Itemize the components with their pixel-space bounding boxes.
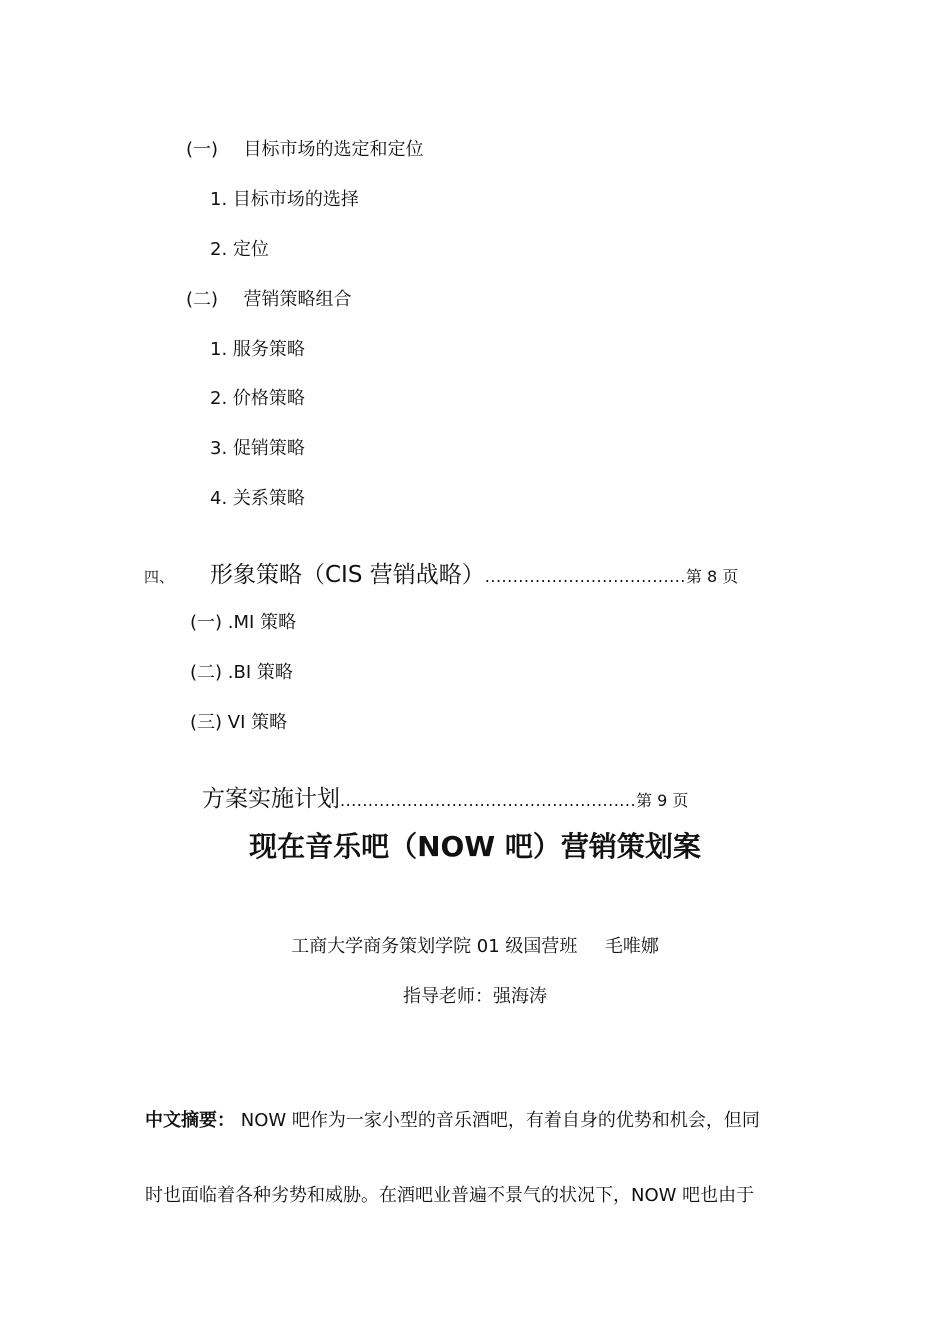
toc-dot-leader: .................................... [484,567,686,586]
toc-entry-number: (一) [186,139,219,160]
toc-entry-number: 1. [210,189,228,210]
toc-entry-number: 4. [210,488,228,509]
toc-section-number: 四、 [144,568,175,586]
toc-entry-number: (三) [190,712,223,733]
toc-entry-4-1 [190,611,296,635]
abstract-line-2: 时也面临着各种劣势和威胁。在酒吧业普遍不景气的状况下，NOW 吧也由于 [145,1185,755,1206]
toc-entry-4 [210,560,738,592]
toc-dot-leader: ..................................................... [340,791,637,810]
toc-entry-3-2-1 [210,338,305,362]
toc-entry-3-2-2 [210,387,305,411]
author-name: 毛唯娜 [604,936,659,957]
toc-entry-label: 促销策略 [232,438,305,459]
toc-entry-number: 2. [210,239,228,260]
toc-entry-label: 目标市场的选择 [232,189,359,210]
toc-page-number: 第 9 页 [636,791,689,810]
toc-entry-label: VI 策略 [227,712,288,733]
toc-entry-number: (二) [186,289,219,310]
toc-entry-label: 价格策略 [232,388,305,409]
toc-entry-label: 关系策略 [232,488,305,509]
document-title: 现在音乐吧（NOW 吧）营销策划案 [249,830,701,863]
toc-entry-label: 目标市场的选定和定位 [243,139,424,160]
toc-entry-3-2-4 [210,487,305,511]
toc-entry-5 [202,784,688,816]
toc-entry-number: (二) [190,662,223,683]
toc-entry-3-2 [186,288,352,312]
toc-entry-label: 方案实施计划 [202,786,340,812]
toc-entry-label: 服务策略 [232,339,305,360]
toc-entry-label: .MI 策略 [227,612,297,633]
toc-entry-label: 定位 [232,239,269,260]
toc-entry-label: .BI 策略 [227,662,293,683]
author-line [0,935,950,959]
advisor-line: 指导老师：强海涛 [403,986,547,1007]
toc-entry-3-1 [186,138,424,162]
author-affiliation: 工商大学商务策划学院 01 级国营班 [291,936,578,957]
toc-entry-number: 2. [210,388,228,409]
abstract-label: 中文摘要： [145,1110,235,1131]
toc-entry-3-2-3 [210,437,305,461]
toc-entry-label: 营销策略组合 [243,289,352,310]
toc-entry-3-1-1 [210,188,359,212]
abstract-line-1 [145,1109,815,1133]
toc-entry-4-2 [190,661,293,685]
toc-entry-number: 1. [210,339,228,360]
toc-entry-number: (一) [190,612,223,633]
toc-entry-number: 3. [210,438,228,459]
abstract-text: NOW 吧作为一家小型的音乐酒吧，有着自身的优势和机会，但同 [240,1110,760,1131]
toc-entry-label: 形象策略（CIS 营销战略） [210,562,485,588]
toc-page-number: 第 8 页 [685,567,739,586]
toc-entry-3-1-2 [210,238,269,262]
toc-entry-4-3 [190,711,287,735]
